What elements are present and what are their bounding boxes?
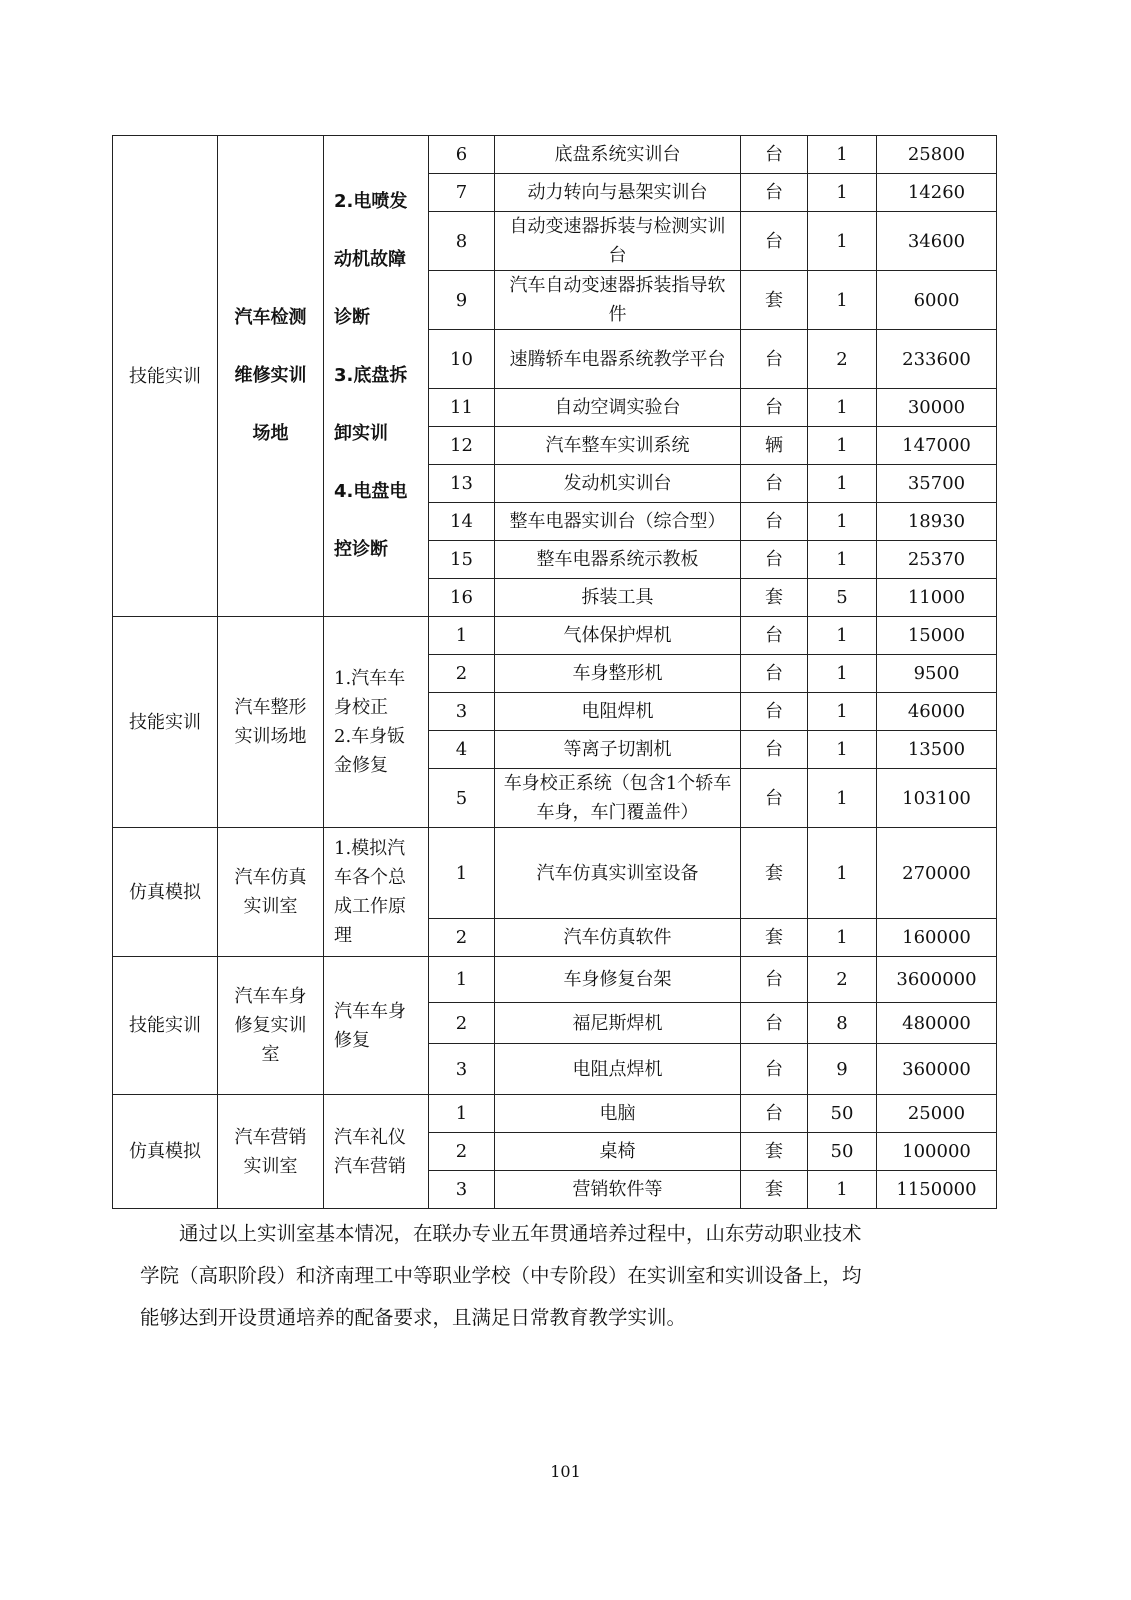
cell-qty: 8	[808, 1003, 877, 1044]
cell-name: 拆装工具	[495, 579, 741, 617]
cell-name: 气体保护焊机	[495, 617, 741, 655]
project-line: 4.电盘电	[334, 481, 408, 502]
cell-unit: 套	[741, 828, 808, 919]
category-cell: 仿真模拟	[113, 1095, 218, 1209]
cell-no: 7	[429, 174, 495, 212]
project-line: 修复	[334, 1029, 370, 1051]
cell-price: 100000	[877, 1133, 997, 1171]
cell-unit: 台	[741, 1003, 808, 1044]
paragraph-line: 学院（高职阶段）和济南理工中等职业学校（中专阶段）在实训室和实训设备上，均	[140, 1264, 862, 1287]
cell-unit: 台	[741, 389, 808, 427]
cell-name: 动力转向与悬架实训台	[495, 174, 741, 212]
cell-no: 15	[429, 541, 495, 579]
cell-qty: 50	[808, 1095, 877, 1133]
cell-qty: 1	[808, 503, 877, 541]
cell-price: 9500	[877, 655, 997, 693]
cell-name: 车身整形机	[495, 655, 741, 693]
project-line: 1.模拟汽	[334, 838, 406, 859]
cell-unit: 台	[741, 957, 808, 1003]
table-row	[113, 136, 997, 174]
cell-price: 46000	[877, 693, 997, 731]
cell-name: 营销软件等	[495, 1171, 741, 1209]
cell-unit: 台	[741, 769, 808, 828]
cell-no: 5	[429, 769, 495, 828]
cell-price: 13500	[877, 731, 997, 769]
table-row	[113, 1095, 997, 1133]
project-line: 动机故障	[334, 249, 406, 270]
project-line: 理	[334, 925, 352, 946]
category-cell: 技能实训	[113, 957, 218, 1095]
category-cell: 技能实训	[113, 136, 218, 617]
cell-price: 147000	[877, 427, 997, 465]
cell-qty: 1	[808, 212, 877, 271]
cell-name: 车身校正系统（包含1个轿车车身，车门覆盖件）	[495, 769, 741, 828]
cell-unit: 台	[741, 503, 808, 541]
cell-qty: 1	[808, 465, 877, 503]
project-line: 金修复	[334, 755, 388, 776]
cell-price: 11000	[877, 579, 997, 617]
site-line: 场地	[252, 423, 289, 444]
cell-qty: 1	[808, 693, 877, 731]
site-cell	[218, 1095, 324, 1209]
cell-unit: 台	[741, 212, 808, 271]
project-cell	[324, 617, 429, 828]
cell-name: 汽车自动变速器拆装指导软件	[495, 271, 741, 330]
cell-unit: 辆	[741, 427, 808, 465]
site-cell	[218, 957, 324, 1095]
site-line: 汽车整形	[234, 697, 307, 718]
cell-no: 3	[429, 693, 495, 731]
cell-no: 9	[429, 271, 495, 330]
cell-no: 3	[429, 1171, 495, 1209]
cell-price: 25370	[877, 541, 997, 579]
cell-unit: 台	[741, 465, 808, 503]
cell-name: 福尼斯焊机	[495, 1003, 741, 1044]
cell-no: 13	[429, 465, 495, 503]
cell-qty: 1	[808, 769, 877, 828]
cell-qty: 1	[808, 427, 877, 465]
cell-price: 3600000	[877, 957, 997, 1003]
cell-no: 16	[429, 579, 495, 617]
project-cell	[324, 1095, 429, 1209]
project-cell	[324, 136, 429, 617]
project-line: 2.电喷发	[334, 191, 408, 212]
site-line: 实训场地	[234, 726, 307, 747]
cell-qty: 1	[808, 389, 877, 427]
project-cell	[324, 828, 429, 957]
cell-unit: 台	[741, 174, 808, 212]
site-line: 室	[261, 1044, 280, 1065]
cell-name: 电阻焊机	[495, 693, 741, 731]
site-line: 汽车车身	[234, 986, 307, 1007]
project-line: 身校正	[334, 697, 388, 718]
site-line: 汽车检测	[234, 307, 307, 328]
cell-price: 14260	[877, 174, 997, 212]
project-line: 2.车身钣	[334, 726, 406, 747]
cell-price: 103100	[877, 769, 997, 828]
cell-unit: 台	[741, 693, 808, 731]
cell-unit: 台	[741, 655, 808, 693]
category-cell: 仿真模拟	[113, 828, 218, 957]
cell-name: 自动变速器拆装与检测实训台	[495, 212, 741, 271]
cell-unit: 台	[741, 731, 808, 769]
cell-qty: 9	[808, 1044, 877, 1095]
cell-no: 1	[429, 1095, 495, 1133]
cell-qty: 1	[808, 541, 877, 579]
cell-price: 15000	[877, 617, 997, 655]
cell-name: 汽车仿真软件	[495, 919, 741, 957]
category-cell: 技能实训	[113, 617, 218, 828]
summary-paragraph	[140, 1213, 985, 1339]
cell-no: 6	[429, 136, 495, 174]
cell-name: 汽车整车实训系统	[495, 427, 741, 465]
cell-unit: 台	[741, 617, 808, 655]
cell-unit: 台	[741, 330, 808, 389]
cell-price: 25000	[877, 1095, 997, 1133]
project-line: 1.汽车车	[334, 668, 406, 689]
project-line: 汽车礼仪	[334, 1126, 406, 1148]
cell-no: 2	[429, 1003, 495, 1044]
cell-price: 160000	[877, 919, 997, 957]
table-row	[113, 828, 997, 919]
cell-unit: 套	[741, 919, 808, 957]
table-row	[113, 957, 997, 1003]
site-line: 实训室	[243, 896, 298, 917]
project-line: 汽车车身	[334, 1000, 406, 1022]
cell-price: 25800	[877, 136, 997, 174]
paragraph-line: 能够达到开设贯通培养的配备要求，且满足日常教育教学实训。	[140, 1306, 687, 1329]
cell-name: 速腾轿车电器系统教学平台	[495, 330, 741, 389]
project-line: 诊断	[334, 307, 370, 328]
cell-no: 1	[429, 828, 495, 919]
cell-name: 发动机实训台	[495, 465, 741, 503]
cell-qty: 1	[808, 828, 877, 919]
cell-no: 14	[429, 503, 495, 541]
project-line: 控诊断	[334, 539, 388, 560]
cell-price: 35700	[877, 465, 997, 503]
cell-no: 3	[429, 1044, 495, 1095]
cell-name: 底盘系统实训台	[495, 136, 741, 174]
cell-name: 整车电器实训台（综合型）	[495, 503, 741, 541]
cell-price: 34600	[877, 212, 997, 271]
site-cell	[218, 828, 324, 957]
site-line: 修复实训	[234, 1015, 307, 1036]
paragraph-line: 通过以上实训室基本情况，在联办专业五年贯通培养过程中，山东劳动职业技术	[179, 1222, 862, 1245]
table-row	[113, 617, 997, 655]
project-cell	[324, 957, 429, 1095]
cell-name: 电脑	[495, 1095, 741, 1133]
site-cell	[218, 617, 324, 828]
cell-qty: 1	[808, 731, 877, 769]
cell-unit: 台	[741, 136, 808, 174]
site-cell	[218, 136, 324, 617]
cell-no: 2	[429, 1133, 495, 1171]
cell-unit: 台	[741, 1095, 808, 1133]
cell-qty: 1	[808, 655, 877, 693]
cell-name: 自动空调实验台	[495, 389, 741, 427]
cell-name: 桌椅	[495, 1133, 741, 1171]
site-line: 维修实训	[234, 365, 307, 386]
cell-qty: 1	[808, 1171, 877, 1209]
project-line: 卸实训	[334, 423, 388, 444]
cell-unit: 套	[741, 579, 808, 617]
cell-price: 360000	[877, 1044, 997, 1095]
cell-qty: 1	[808, 919, 877, 957]
cell-no: 1	[429, 617, 495, 655]
cell-name: 汽车仿真实训室设备	[495, 828, 741, 919]
cell-price: 1150000	[877, 1171, 997, 1209]
cell-price: 270000	[877, 828, 997, 919]
project-line: 3.底盘拆	[334, 365, 408, 386]
cell-unit: 套	[741, 1171, 808, 1209]
cell-price: 6000	[877, 271, 997, 330]
equipment-table	[112, 135, 997, 1209]
cell-qty: 1	[808, 617, 877, 655]
cell-qty: 2	[808, 957, 877, 1003]
cell-no: 2	[429, 655, 495, 693]
cell-unit: 台	[741, 541, 808, 579]
cell-no: 8	[429, 212, 495, 271]
cell-qty: 5	[808, 579, 877, 617]
cell-qty: 50	[808, 1133, 877, 1171]
cell-qty: 1	[808, 271, 877, 330]
cell-no: 11	[429, 389, 495, 427]
project-line: 汽车营销	[334, 1155, 406, 1177]
cell-unit: 套	[741, 1133, 808, 1171]
cell-no: 10	[429, 330, 495, 389]
cell-unit: 台	[741, 1044, 808, 1095]
project-line: 成工作原	[334, 896, 406, 917]
page-number: 101	[550, 1462, 581, 1481]
site-line: 实训室	[243, 1155, 298, 1177]
cell-no: 12	[429, 427, 495, 465]
cell-qty: 1	[808, 136, 877, 174]
cell-qty: 2	[808, 330, 877, 389]
cell-price: 30000	[877, 389, 997, 427]
cell-price: 233600	[877, 330, 997, 389]
site-line: 汽车营销	[234, 1126, 307, 1148]
site-line: 汽车仿真	[234, 867, 307, 888]
cell-qty: 1	[808, 174, 877, 212]
project-line: 车各个总	[334, 867, 406, 888]
cell-no: 1	[429, 957, 495, 1003]
cell-name: 车身修复台架	[495, 957, 741, 1003]
cell-name: 整车电器系统示教板	[495, 541, 741, 579]
cell-price: 18930	[877, 503, 997, 541]
cell-unit: 套	[741, 271, 808, 330]
cell-no: 4	[429, 731, 495, 769]
cell-name: 等离子切割机	[495, 731, 741, 769]
cell-name: 电阻点焊机	[495, 1044, 741, 1095]
cell-price: 480000	[877, 1003, 997, 1044]
cell-no: 2	[429, 919, 495, 957]
